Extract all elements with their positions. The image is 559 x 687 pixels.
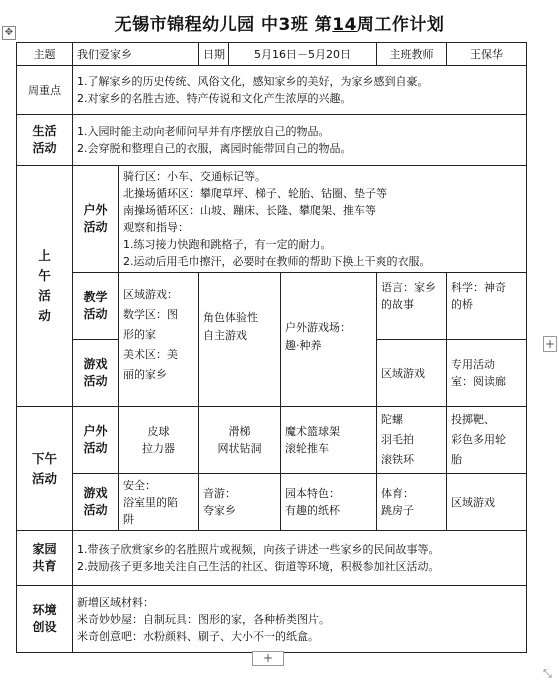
afternoon-game-label	[73, 474, 119, 531]
afternoon-label-line: 活动	[31, 470, 57, 486]
title-prefix: 无锡市锦程幼儿园 中3班 第	[114, 15, 333, 35]
afternoon-game-cell	[199, 474, 281, 531]
cell-line: 投掷靶、	[451, 413, 496, 426]
role-play-line: 角色体验性	[203, 311, 258, 324]
cell-line: 安全：	[123, 478, 156, 492]
afternoon-outdoor-cell	[447, 407, 527, 474]
morning-outdoor-label	[73, 166, 119, 273]
afternoon-outdoor-cell	[281, 407, 377, 474]
add-row-plus-icon[interactable]: +	[252, 651, 284, 666]
afternoon-label-line: 下午	[31, 450, 57, 466]
area-game-2-cell: 区域游戏	[377, 340, 447, 407]
focus-line: 1.了解家乡的历史传统、风俗文化，感知家乡的美好，为家乡感到自豪。	[77, 75, 429, 88]
morning-outdoor-content	[119, 166, 527, 273]
special-room-cell	[447, 340, 527, 407]
role-play-cell	[199, 273, 281, 407]
cell-line: 滑梯	[228, 425, 251, 438]
morning-outdoor-label-line: 活动	[83, 220, 108, 234]
morning-label	[17, 166, 73, 407]
afternoon-label	[17, 407, 73, 531]
page-title	[0, 10, 559, 35]
afternoon-outdoor-label-line: 活动	[83, 441, 108, 455]
cell-line: 有趣的纸杯	[285, 504, 340, 517]
afternoon-game-cell	[119, 474, 199, 531]
life-line: 2.会穿脱和整理自己的衣服，离园时能带回自己的物品。	[77, 142, 352, 155]
afternoon-game-row	[17, 474, 527, 531]
cell-line: 夸家乡	[203, 504, 236, 517]
family-content	[73, 531, 527, 586]
outdoor-line: 南操场循环区：山坡、蹦床、长隆、攀爬架、推车等	[123, 204, 376, 217]
teacher-label: 主班教师	[377, 43, 447, 66]
morning-outdoor-label-line: 户外	[83, 203, 108, 217]
afternoon-game-cell	[281, 474, 377, 531]
science-line: 科学：神奇	[451, 281, 507, 294]
teacher-value: 王保华	[447, 43, 527, 66]
cell-line: 体育：	[381, 487, 415, 500]
family-label-line: 家园	[32, 542, 57, 556]
cell-line: 拉力器	[142, 442, 175, 455]
outdoor-game-cell	[281, 273, 377, 407]
weekly-plan-table	[16, 42, 527, 653]
cell-line: 陀螺	[381, 413, 404, 426]
outdoor-line: 观察和指导：	[123, 221, 189, 234]
family-label-line: 共育	[32, 559, 57, 573]
family-line: 1.带孩子欣赏家乡的名胜照片或视频，向孩子讲述一些家乡的民间故事等。	[77, 543, 440, 556]
cell-line: 滚铁环	[381, 453, 415, 466]
outdoor-line: 2.运动后用毛巾擦汗，必要时在教师的帮助下换上干爽的衣服。	[123, 255, 431, 268]
life-label	[17, 115, 73, 166]
morning-game-label-line: 活动	[83, 374, 108, 388]
outdoor-line: 骑行区：小车、交通标记等。	[123, 170, 266, 183]
focus-row	[17, 66, 527, 115]
cell-line: 网状钻洞	[217, 442, 262, 455]
cell-line: 皮球	[147, 425, 170, 438]
afternoon-outdoor-row	[17, 407, 527, 474]
env-row	[17, 586, 527, 653]
theme-value: 我们爱家乡	[73, 43, 199, 66]
area-games-line: 美术区：美	[123, 348, 178, 361]
cell-line: 跳房子	[381, 504, 415, 517]
special-line: 室：阅读廊	[451, 375, 507, 388]
cell-line: 彩色多用轮	[451, 433, 507, 446]
header-row	[17, 43, 527, 66]
morning-game-label-line: 游戏	[83, 357, 108, 371]
teaching-label-line: 教学	[83, 290, 108, 304]
env-content	[73, 586, 527, 653]
morning-game-label	[73, 340, 119, 407]
life-label-line: 生活	[32, 124, 57, 138]
outdoor-line: 1.练习接力快跑和跳格子，有一定的耐力。	[123, 238, 332, 251]
env-line: 米奇创意吧：水粉颜料、刷子、大小不一的纸盒。	[77, 629, 319, 643]
life-label-line: 活动	[32, 141, 57, 155]
morning-label-char: 动	[38, 308, 51, 323]
outdoor-game-line: 户外游戏场：	[285, 321, 351, 334]
env-label-line: 创设	[32, 620, 57, 634]
cell-line: 羽毛拍	[381, 433, 415, 446]
afternoon-outdoor-label	[73, 407, 119, 474]
afternoon-game-cell	[377, 474, 447, 531]
family-line: 2.鼓励孩子更多地关注自己生活的社区、街道等环境，积极参加社区活动。	[77, 560, 440, 573]
cell-line: 阱	[123, 512, 134, 526]
life-content	[73, 115, 527, 166]
family-row	[17, 531, 527, 586]
env-line: 米奇妙妙屋：自制玩具：图形的家，各种桥类图片。	[77, 612, 330, 626]
teaching-label	[73, 273, 119, 340]
focus-line: 2.对家乡的名胜古迹、特产传说和文化产生浓厚的兴趣。	[77, 92, 352, 105]
title-week-number: 14	[332, 15, 357, 35]
table-move-handle-icon[interactable]: ✥	[2, 26, 16, 40]
focus-label: 周重点	[17, 66, 73, 115]
env-line: 新增区域材料：	[77, 595, 154, 609]
cell-line: 浴室里的陷	[123, 495, 178, 509]
outdoor-line: 北操场循环区：攀爬草坪、梯子、轮胎、钻圈、垫子等	[123, 187, 387, 200]
life-row	[17, 115, 527, 166]
morning-teaching-row	[17, 273, 527, 340]
special-line: 专用活动	[451, 358, 496, 371]
add-column-plus-icon[interactable]: +	[544, 337, 556, 351]
cell-line: 音游：	[203, 487, 236, 500]
env-label-line: 环境	[32, 603, 57, 617]
area-games-cell	[119, 273, 199, 407]
cell-line: 魔术篮球架	[285, 425, 340, 438]
role-play-line: 自主游戏	[203, 329, 247, 342]
date-value: 5月16日－5月20日	[229, 43, 377, 66]
morning-label-char: 活	[38, 288, 51, 303]
science-line: 的桥	[451, 298, 474, 311]
language-line: 的故事	[381, 298, 415, 311]
afternoon-outdoor-cell	[377, 407, 447, 474]
cell-line: 滚轮推车	[285, 442, 329, 455]
science-cell	[447, 273, 527, 340]
cell-line: 园本特色：	[285, 487, 340, 500]
cell-line: 胎	[451, 453, 463, 466]
afternoon-game-label-line: 游戏	[83, 486, 108, 500]
outdoor-game-line: 趣·种养	[285, 339, 322, 352]
morning-label-char: 午	[38, 268, 51, 283]
afternoon-outdoor-cell	[119, 407, 199, 474]
language-line: 语言：家乡	[381, 281, 437, 294]
afternoon-outdoor-cell	[199, 407, 281, 474]
area-games-line: 形的家	[123, 328, 156, 341]
focus-content	[73, 66, 527, 115]
area-games-line: 区域游戏：	[123, 288, 178, 301]
family-label	[17, 531, 73, 586]
theme-label: 主题	[17, 43, 73, 66]
morning-label-char: 上	[38, 248, 51, 263]
language-cell	[377, 273, 447, 340]
env-label	[17, 586, 73, 653]
teaching-label-line: 活动	[83, 307, 108, 321]
title-suffix: 周工作计划	[356, 15, 445, 35]
afternoon-game-label-line: 活动	[83, 503, 108, 517]
afternoon-outdoor-label-line: 户外	[83, 424, 108, 438]
area-games-line: 丽的家乡	[123, 368, 167, 381]
resize-diagonal-icon[interactable]: ⤡	[543, 667, 552, 680]
afternoon-game-cell: 区域游戏	[447, 474, 527, 531]
area-games-line: 数学区：图	[123, 308, 178, 321]
life-line: 1.入园时能主动向老师问早并有序摆放自己的物品。	[77, 125, 330, 138]
date-label: 日期	[199, 43, 229, 66]
morning-outdoor-row	[17, 166, 527, 273]
